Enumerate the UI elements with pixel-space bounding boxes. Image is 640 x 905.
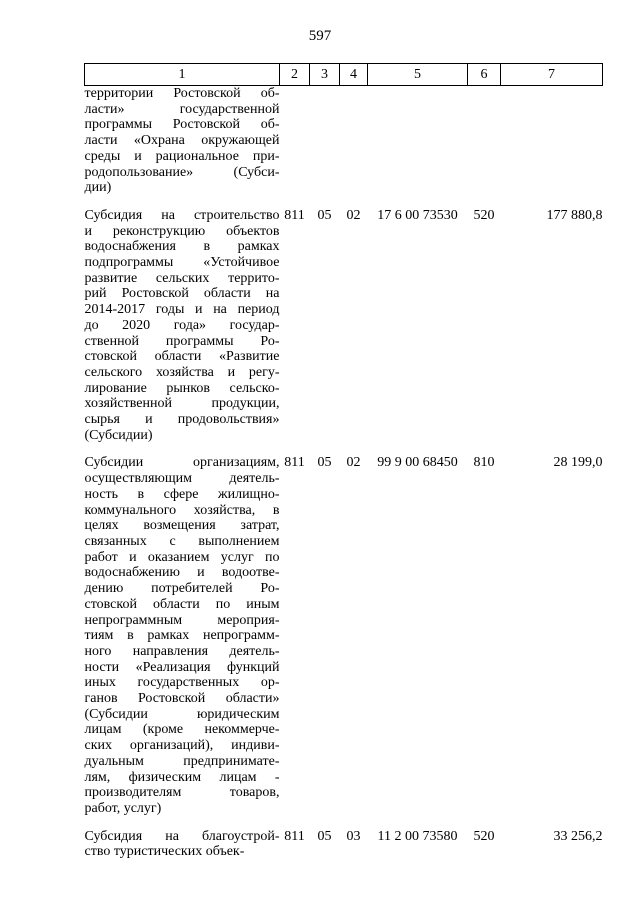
description-line: ность в сфере жилищно- <box>84 486 280 502</box>
description-line: осуществляющим деятель- <box>84 471 280 487</box>
row-gap-cell <box>85 443 603 455</box>
header-cell: 1 <box>85 64 280 86</box>
description-line: подпрограммы «Устойчивое <box>84 255 280 271</box>
description-line: стовской области «Развитие <box>84 349 280 365</box>
subsection-code-cell <box>340 86 368 196</box>
description-line: территории Ростовской об- <box>84 86 280 101</box>
description-line: 2014-2017 годы и на период <box>84 302 280 318</box>
description-line: лям, физическим лицам - <box>84 769 280 785</box>
amount-cell: 177 880,8 <box>546 207 603 223</box>
description-line: непрограммным мероприя- <box>84 612 280 628</box>
description-line: целях возмещения затрат, <box>84 518 280 534</box>
description-line: до 2020 года» государ- <box>84 317 280 333</box>
description-line: (Субсидии юридическим <box>84 706 280 722</box>
header-cell: 2 <box>280 64 310 86</box>
description-line: ганов Ростовской области» <box>84 691 280 707</box>
subsection-code-cell: 02 <box>346 207 361 223</box>
table-row <box>85 455 603 816</box>
amount-cell: 33 256,2 <box>553 828 603 844</box>
description-line: Субсидия на строительство <box>84 207 280 223</box>
budget-table <box>84 63 603 860</box>
description-line: сырья и продовольствия» <box>84 412 280 428</box>
header-cell: 4 <box>340 64 368 86</box>
amount-cell: 28 199,0 <box>553 455 603 471</box>
row-gap-cell <box>85 196 603 208</box>
description-line: хозяйственной продукции, <box>84 396 280 412</box>
description-line: развитие сельских террито- <box>84 270 280 286</box>
ministry-code-cell: 811 <box>284 828 305 844</box>
description-line: и реконструкцию объектов <box>84 223 280 239</box>
amount-cell <box>501 86 603 196</box>
description-line: коммунального хозяйства, в <box>84 502 280 518</box>
row-gap <box>85 817 603 829</box>
description-line: ного направления деятель- <box>84 643 280 659</box>
description-line: производителям товаров, <box>84 785 280 801</box>
table-header-row <box>85 64 603 86</box>
expense-type-cell: 520 <box>473 207 495 223</box>
description-cell <box>85 455 280 816</box>
header-cell: 5 <box>368 64 468 86</box>
description-line: водоснабжению и водоотве- <box>84 565 280 581</box>
header-cell: 3 <box>310 64 340 86</box>
target-article-cell: 11 2 00 73580 <box>377 828 458 844</box>
description-line: стовской области по иным <box>84 596 280 612</box>
description-line: родопользование» (Субси- <box>84 164 280 180</box>
description-line: водоснабжения в рамках <box>84 239 280 255</box>
section-code-cell <box>310 86 340 196</box>
table-row <box>85 829 603 860</box>
description-line: работ и оказанием услуг по <box>84 549 280 565</box>
expense-type-cell <box>468 86 501 196</box>
section-code-cell: 05 <box>317 828 332 844</box>
description-line: Субсидии организациям, <box>84 455 280 471</box>
table-row <box>85 208 603 444</box>
target-article-cell <box>368 86 468 196</box>
description-line: программы Ростовской об- <box>84 117 280 133</box>
description-line: ласти «Охрана окружающей <box>84 133 280 149</box>
description-line: дению потребителей Ро- <box>84 581 280 597</box>
description-line: сельского хозяйства и регу- <box>84 364 280 380</box>
description-line: дии) <box>84 180 112 196</box>
description-line: ственной программы Ро- <box>84 333 280 349</box>
description-line: дуальным предпринимате- <box>84 753 280 769</box>
description-cell <box>85 208 280 444</box>
ministry-code-cell: 811 <box>284 207 305 223</box>
ministry-code-cell <box>280 86 310 196</box>
description-cell <box>85 829 280 860</box>
description-line: лицам (кроме некоммерче- <box>84 722 280 738</box>
description-line: тиям в рамках непрограмм- <box>84 628 280 644</box>
description-line: ласти» государственной <box>84 101 280 117</box>
description-line: иных государственных ор- <box>84 675 280 691</box>
row-gap <box>85 196 603 208</box>
description-line: ство туристических объек- <box>84 844 245 860</box>
row-gap-cell <box>85 817 603 829</box>
table-row <box>85 86 603 196</box>
page-number: 597 <box>308 28 332 44</box>
ministry-code-cell: 811 <box>284 455 305 471</box>
section-code-cell: 05 <box>317 207 332 223</box>
subsection-code-cell: 03 <box>346 828 361 844</box>
expense-type-cell: 810 <box>473 455 495 471</box>
target-article-cell: 17 6 00 73530 <box>377 207 458 223</box>
description-cell <box>85 86 280 196</box>
header-cell: 6 <box>468 64 501 86</box>
description-line: работ, услуг) <box>84 800 162 816</box>
header-cell: 7 <box>501 64 603 86</box>
description-line: лирование рынков сельско- <box>84 380 280 396</box>
description-line: среды и рациональное при- <box>84 148 280 164</box>
target-article-cell: 99 9 00 68450 <box>377 455 458 471</box>
description-line: связанных с выполнением <box>84 533 280 549</box>
section-code-cell: 05 <box>317 455 332 471</box>
subsection-code-cell: 02 <box>346 455 361 471</box>
description-line: ности «Реализация функций <box>84 659 280 675</box>
description-line: ских организаций), индиви- <box>84 738 280 754</box>
expense-type-cell: 520 <box>473 828 495 844</box>
description-line: (Субсидии) <box>84 427 153 443</box>
description-line: рий Ростовской области на <box>84 286 280 302</box>
row-gap <box>85 443 603 455</box>
description-line: Субсидия на благоустрой- <box>84 828 280 844</box>
